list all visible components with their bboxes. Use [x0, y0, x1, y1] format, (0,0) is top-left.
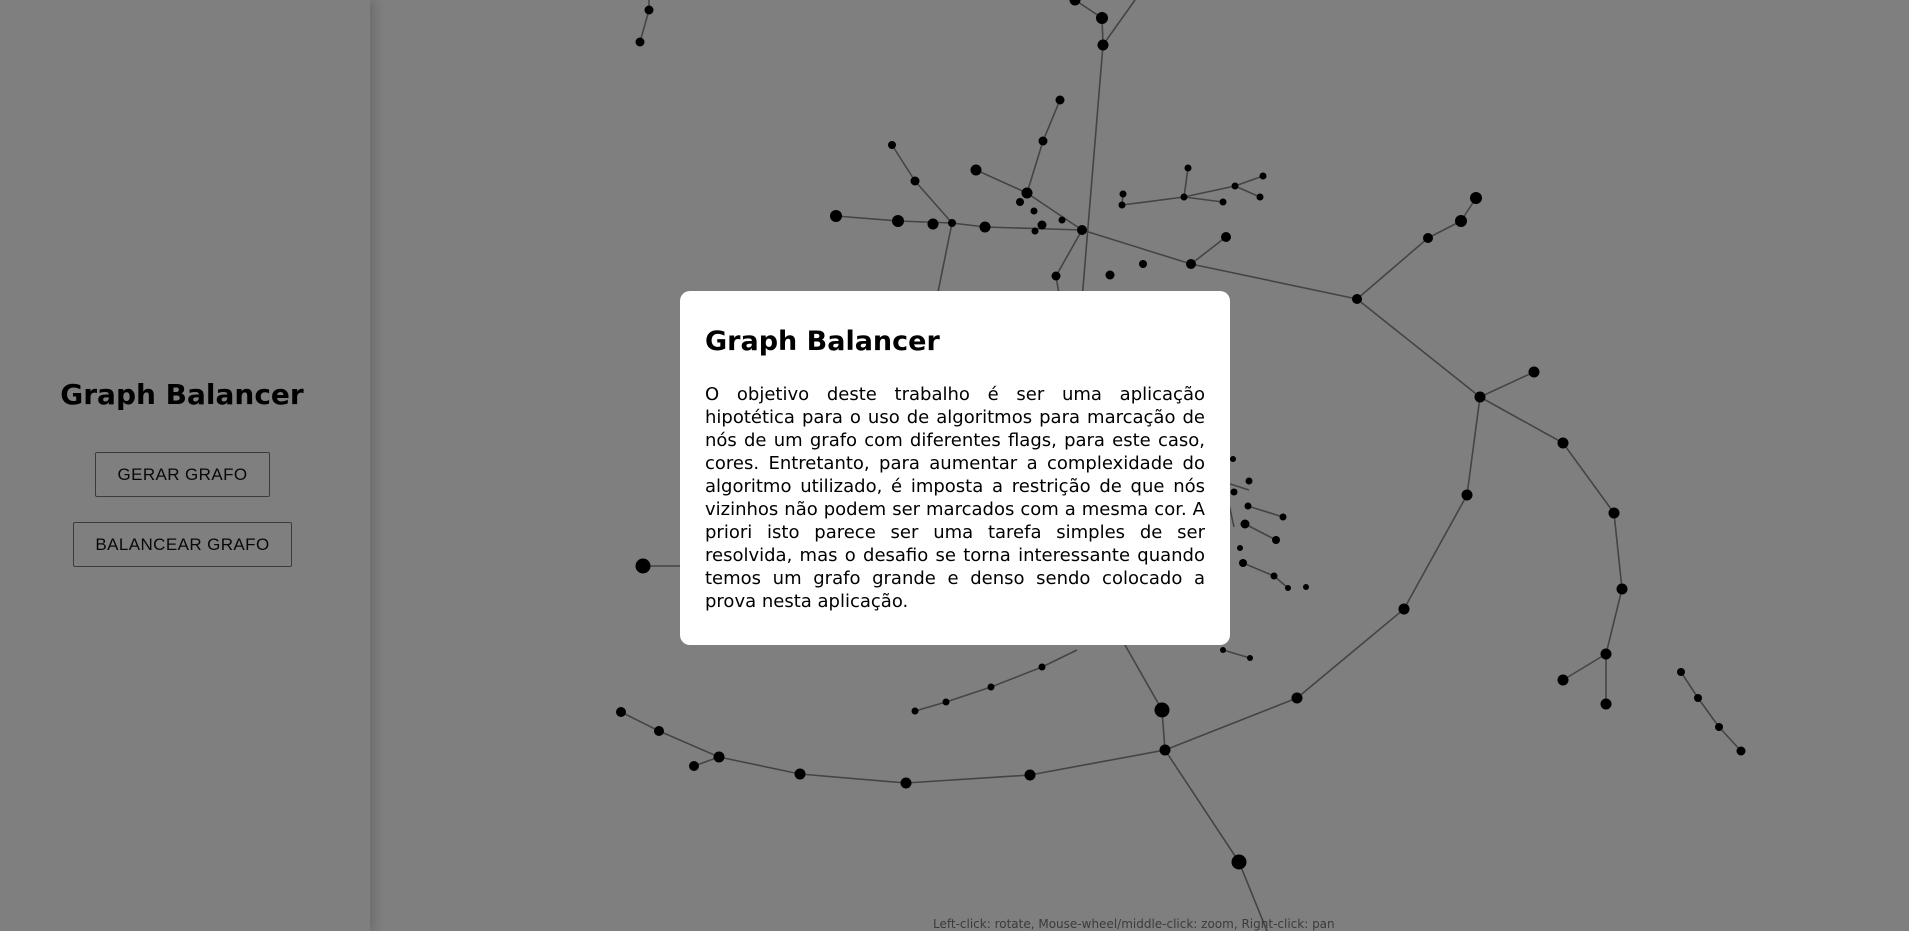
modal-title: Graph Balancer	[705, 326, 940, 357]
info-modal	[680, 291, 1230, 645]
modal-description: O objetivo deste trabalho é ser uma aplicação hipotética para o uso de algoritmos para marcação de nós de um grafo com diferentes flags, para este caso, cores. Entretanto, para aumentar a complexidade do algoritmo utilizado, é imposta a restrição de que nós vizinhos não podem ser marcados com a mesma cor. A priori isto parece ser uma tarefa simples de ser resolvida, mas o desafio se torna interessante quando temos um grafo grande e denso sendo colocado a prova nesta aplicação.	[705, 384, 1205, 612]
